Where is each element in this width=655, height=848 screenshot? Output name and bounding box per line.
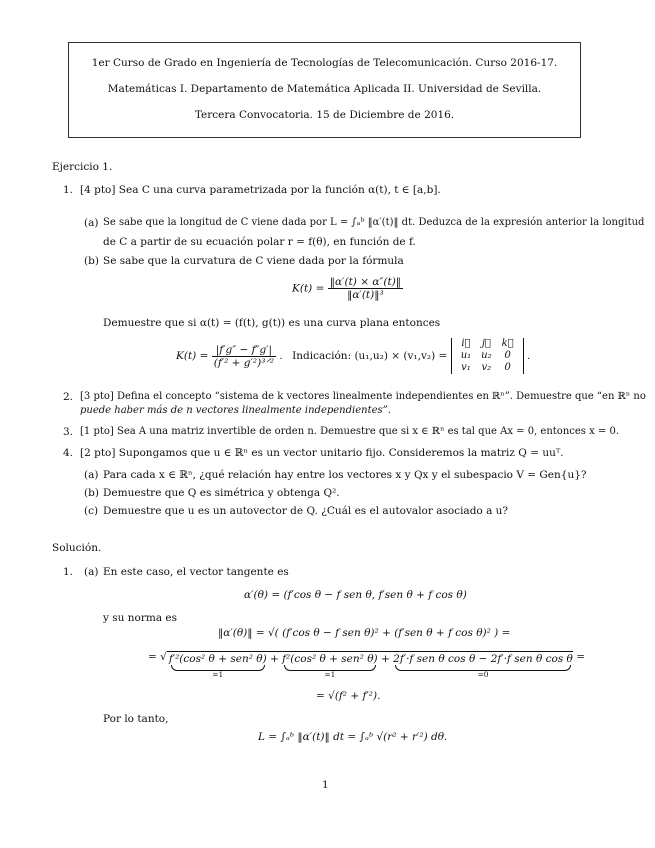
solution-a-label: (a) bbox=[84, 566, 99, 578]
q4c-text: Demuestre que u es un autovector de Q. ¿Cuál es el autovalor asociado a u? bbox=[103, 505, 509, 517]
solution-number: 1. bbox=[63, 566, 74, 578]
q3-text: [1 pto] Sea A una matriz invertible de orden n. Demuestre que si x ∈ ℝⁿ es tal que Ax = 0, entonces x = 0. bbox=[80, 426, 620, 437]
norm-intro: y su norma es bbox=[103, 612, 178, 624]
matrix-cell: k⃗ bbox=[501, 338, 514, 349]
q2-text-2: puede haber más de n vectores linealmente independientes”. bbox=[80, 405, 391, 416]
tangent-equation: α′(θ) = (f′cos θ − f sen θ, f′sen θ + f cos θ) bbox=[244, 589, 467, 601]
matrix-cell: i⃗ bbox=[461, 338, 471, 349]
curvature-numerator: ‖α′(t) × α″(t)‖ bbox=[329, 276, 402, 288]
underbrace-3 bbox=[393, 653, 573, 679]
planar-curvature-lhs: K(t) = bbox=[176, 350, 209, 362]
brace-label-3: =0 bbox=[477, 670, 489, 679]
q1b-text: Se sabe que la curvatura de C viene dada por la fórmula bbox=[103, 255, 404, 267]
matrix-cell: 0 bbox=[504, 362, 511, 373]
brace-label-2: =1 bbox=[324, 670, 336, 679]
q2-text-1: [3 pto] Defina el concepto “sistema de k vectores linealmente independientes en ℝⁿ”. Demuestre que “en ℝⁿ no bbox=[80, 391, 646, 402]
cross-product-matrix bbox=[451, 338, 524, 374]
q1a-label: (a) bbox=[84, 217, 99, 229]
planar-curvature-numerator: |f′g″ − f″g′| bbox=[212, 344, 276, 357]
header-line-1: 1er Curso de Grado en Ingeniería de Tecnologías de Telecomunicación. Curso 2016-17. bbox=[91, 57, 558, 69]
solution-a-text: En este caso, el vector tangente es bbox=[103, 566, 289, 578]
norm-term-2: f²(cos² θ + sen² θ) bbox=[282, 653, 378, 665]
hint-text: Indicación: (u₁,u₂) × (v₁,v₂) = bbox=[292, 350, 448, 362]
underbrace-2 bbox=[282, 653, 377, 679]
page-number: 1 bbox=[322, 779, 329, 791]
norm-line-3: = √(f² + f′²). bbox=[316, 690, 381, 702]
matrix-cell: v₂ bbox=[481, 362, 492, 373]
q4a-text: Para cada x ∈ ℝⁿ, ¿qué relación hay entre los vectores x y Qx y el subespacio V = Gen{u}? bbox=[103, 469, 587, 481]
q4c-label: (c) bbox=[84, 505, 99, 517]
q3-number: 3. bbox=[63, 426, 74, 438]
matrix-cell: u₂ bbox=[481, 350, 492, 361]
underbrace-1 bbox=[169, 653, 267, 679]
norm-line-2-radicand: f′²(cos² θ + sen² θ) =1 + f²(cos² θ + sen² θ) =1 + 2f′·f sen θ cos θ − 2f′·f sen θ cos θ =0 bbox=[168, 653, 573, 679]
norm-term-1: f′²(cos² θ + sen² θ) bbox=[168, 653, 267, 665]
q1-intro: [4 pto] Sea C una curva parametrizada por la función α(t), t ∈ [a,b]. bbox=[80, 184, 441, 196]
matrix-cell: u₁ bbox=[460, 350, 472, 361]
q1b-show-text: Demuestre que si α(t) = (f(t), g(t)) es una curva plana entonces bbox=[103, 317, 441, 329]
planar-curvature-fraction bbox=[212, 344, 276, 369]
header-box bbox=[68, 42, 581, 138]
matrix-cell: j⃗ bbox=[481, 338, 491, 349]
q1b-label: (b) bbox=[84, 255, 99, 267]
q4a-label: (a) bbox=[84, 469, 99, 481]
norm-line-1: ‖α′(θ)‖ = √( (f′cos θ − f sen θ)² + (f′sen θ + f cos θ)² ) = bbox=[218, 627, 511, 639]
exercise-title: Ejercicio 1. bbox=[52, 161, 113, 173]
curvature-formula bbox=[292, 276, 403, 301]
q4b-label: (b) bbox=[84, 487, 99, 499]
norm-term-3: 2f′·f sen θ cos θ − 2f′·f sen θ cos θ bbox=[393, 653, 573, 665]
q1-number: 1. bbox=[63, 184, 74, 196]
q4-number: 4. bbox=[63, 447, 74, 459]
curvature-denominator: ‖α′(t)‖³ bbox=[347, 289, 384, 301]
curvature-fraction bbox=[328, 276, 403, 301]
q1a-text-1: Se sabe que la longitud de C viene dada por L = ∫ₐᵇ ‖α′(t)‖ dt. Deduzca de la expresión anterior la longitud bbox=[103, 217, 645, 228]
header-line-3: Tercera Convocatoria. 15 de Diciembre de 2016. bbox=[194, 109, 455, 121]
q4-text: [2 pto] Supongamos que u ∈ ℝⁿ es un vector unitario fijo. Consideremos la matriz Q = uuᵀ. bbox=[80, 447, 564, 459]
header-line-2: Matemáticas I. Departamento de Matemática Aplicada II. Universidad de Sevilla. bbox=[107, 83, 542, 95]
curvature-lhs: K(t) = bbox=[292, 282, 325, 295]
length-equation: L = ∫ₐᵇ ‖α′(t)‖ dt = ∫ₐᵇ √(r² + r′²) dθ. bbox=[258, 731, 448, 743]
matrix-cell: v₁ bbox=[461, 362, 471, 373]
norm-line-2: = √ f′²(cos² θ + sen² θ) =1 + f²(cos² θ + sen² θ) =1 + 2f′·f sen θ cos θ − 2f′·f sen θ cos θ =0 = bbox=[148, 651, 586, 679]
planar-curvature-formula: K(t) = $\frac{|f'g'' - f''g'|}{\text{(f′² + g′²)³ᐟ²}}$ . Indicación: (u₁,u₂) × (v₁,v₂) = i⃗ j⃗ k⃗ u₁ u₂ 0 v₁ v₂ 0 . bbox=[176, 338, 531, 373]
brace-label-1: =1 bbox=[212, 670, 224, 679]
q1a-text-2: de C a partir de su ecuación polar r = f(θ), en función de f. bbox=[103, 236, 416, 248]
solution-title: Solución. bbox=[52, 542, 102, 554]
matrix-cell: 0 bbox=[504, 350, 511, 361]
q4b-text: Demuestre que Q es simétrica y obtenga Q². bbox=[103, 487, 340, 499]
q2-number: 2. bbox=[63, 391, 74, 403]
therefore-text: Por lo tanto, bbox=[103, 713, 169, 725]
planar-curvature-denominator: (f′² + g′²)³ᐟ² bbox=[213, 356, 275, 369]
